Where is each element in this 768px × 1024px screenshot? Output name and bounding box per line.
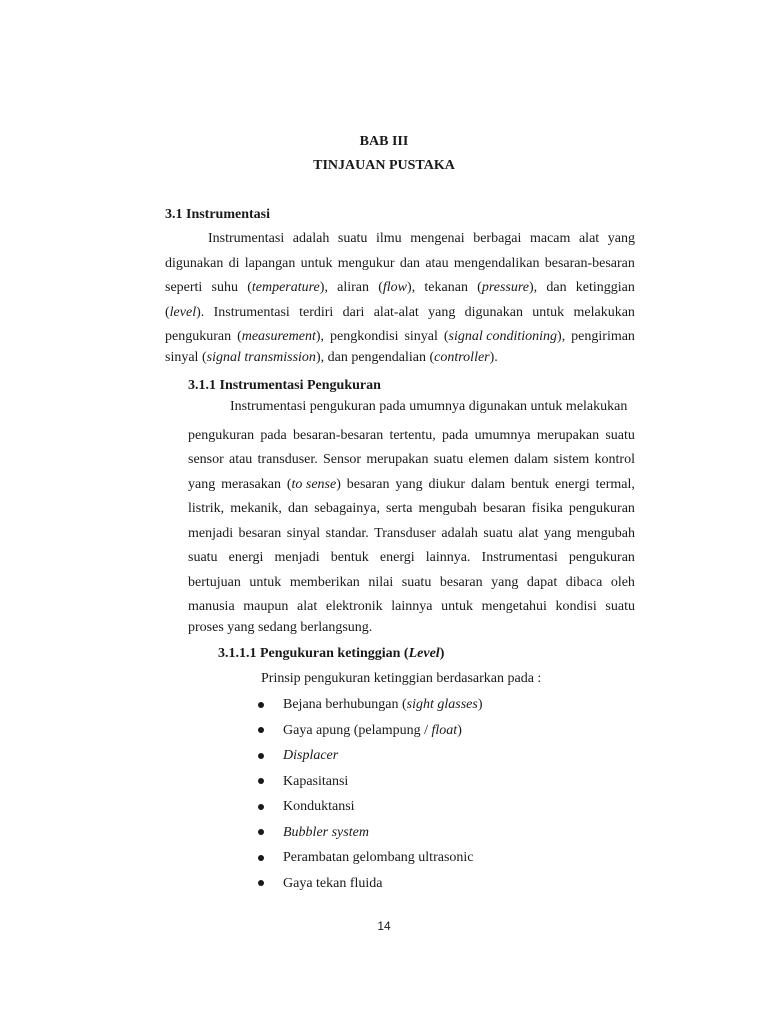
word: pengukuran: [188, 427, 255, 443]
word: adalah: [441, 525, 478, 541]
word: yang: [395, 476, 423, 492]
bullet-icon: [258, 702, 264, 708]
word: (temperature),: [247, 280, 328, 295]
word: (signal conditioning),: [443, 329, 566, 344]
heading-prefix: 3.1.1.1 Pengukuran ketinggian (: [218, 646, 409, 661]
word: sinyal: [404, 329, 438, 344]
word: di: [228, 255, 240, 271]
word: dan: [546, 280, 567, 295]
word: mekanik,: [230, 501, 282, 516]
word: dalam: [470, 476, 506, 492]
para-line: [188, 424, 635, 449]
section-3-1-heading: 3.1 Instrumentasi: [165, 207, 271, 222]
word: Instrumentasi: [208, 231, 285, 246]
word: nilai: [368, 574, 394, 590]
para-last-line: proses yang sedang berlangsung.: [188, 619, 373, 635]
word: termal,: [595, 476, 635, 492]
section-3-1-1-paragraph: [188, 399, 635, 644]
word: mengubah: [418, 501, 477, 516]
word: mengetahui: [481, 599, 547, 614]
word: merupakan: [366, 452, 429, 467]
list-item-text: Gaya tekan fluida: [283, 875, 383, 891]
word: suatu: [433, 452, 464, 467]
para-first-line: Instrumentasi pengukuran pada umumnya digunakan untuk melakukan: [230, 399, 628, 414]
word: yang: [491, 574, 519, 590]
word: bentuk: [330, 550, 369, 565]
para-line: [165, 325, 635, 350]
word: lapangan: [244, 255, 296, 271]
word: tekanan: [424, 280, 468, 295]
word: (level).: [165, 304, 205, 320]
word: serta: [386, 501, 413, 516]
bullet-icon: [258, 880, 264, 886]
word: dalam: [514, 452, 549, 467]
section-3-1-1-1-heading: [218, 646, 444, 662]
word: suatu: [605, 427, 635, 443]
measurement-principles-list: [258, 692, 482, 896]
word: suhu: [211, 280, 238, 295]
word: pengukuran: [568, 550, 635, 565]
bullet-icon: [258, 753, 264, 759]
para-line: [188, 522, 635, 547]
bullet-icon: [258, 778, 264, 784]
word: pengiriman: [571, 329, 635, 344]
word: menjadi: [274, 550, 320, 565]
para-line: [165, 252, 635, 277]
word: Instrumentasi: [213, 304, 290, 320]
chapter-label: BAB III: [359, 134, 409, 149]
word: digunakan: [464, 304, 523, 320]
word: (pressure),: [477, 280, 538, 295]
word: elemen: [468, 452, 509, 467]
word: besaran: [482, 501, 526, 516]
list-item-text: Kapasitansi: [283, 773, 349, 789]
bullet-icon: [258, 829, 264, 835]
bullet-icon: [258, 855, 264, 861]
word: umumnya: [474, 427, 531, 443]
word: atau: [425, 255, 449, 271]
word: Transduser: [374, 525, 436, 541]
list-item: [258, 845, 482, 871]
word: sebagainya,: [314, 501, 380, 516]
word: standar.: [325, 525, 369, 541]
word: besaran-besaran: [544, 255, 635, 271]
word: berbagai: [473, 231, 522, 246]
word: suatu: [337, 231, 368, 246]
word: digunakan: [165, 255, 224, 271]
word: Sensor: [322, 452, 362, 467]
word: merasakan: [221, 476, 281, 492]
word: bertujuan: [188, 574, 241, 590]
para-line: [165, 301, 635, 326]
word: aliran: [337, 280, 370, 295]
word: bentuk: [511, 476, 550, 492]
word: energi: [228, 550, 264, 565]
para-line: [188, 473, 635, 498]
word: yang: [544, 525, 572, 541]
word: (measurement),: [237, 329, 325, 344]
word: ketinggian: [575, 280, 635, 295]
word: (flow),: [378, 280, 416, 295]
list-item: [258, 871, 482, 897]
word: dapat: [526, 574, 558, 590]
word: kondisi: [555, 599, 597, 614]
word: mengenai: [410, 231, 465, 246]
list-item: [258, 718, 482, 744]
list-item-text: Konduktansi: [283, 799, 355, 814]
word: pengukuran: [165, 329, 232, 344]
word: besaran: [346, 476, 390, 492]
page-number: 14: [377, 919, 391, 933]
list-item: [258, 692, 482, 718]
word: untuk: [249, 574, 282, 590]
word: sensor: [188, 452, 224, 467]
list-item: [258, 820, 482, 846]
word: elektronik: [325, 599, 383, 614]
list-item: [258, 743, 482, 769]
para-line: [165, 276, 635, 301]
word: oleh: [610, 574, 635, 590]
word: dan: [287, 501, 309, 516]
word: fisika: [531, 501, 563, 516]
heading-suffix: ): [439, 646, 445, 661]
word: suatu: [401, 574, 432, 590]
word: merupakan: [536, 427, 600, 443]
word: suatu: [605, 599, 635, 614]
word: energi: [379, 550, 415, 565]
list-item-text: Bejana berhubungan (sight glasses): [283, 697, 483, 712]
word: sinyal: [286, 525, 321, 541]
word: energi: [555, 476, 590, 492]
word: maupun: [243, 599, 289, 614]
list-item-text: Gaya apung (pelampung / float): [283, 722, 462, 738]
list-item: [258, 794, 482, 820]
list-item-text: Perambatan gelombang ultrasonic: [283, 850, 474, 865]
word: dibaca: [565, 574, 603, 590]
word: kontrol: [594, 452, 635, 467]
word: adalah: [292, 231, 330, 246]
section-3-1-paragraph: [165, 227, 635, 374]
word: Instrumentasi: [481, 550, 558, 565]
word: besaran: [238, 525, 282, 541]
word: alat: [578, 231, 600, 246]
word: mengendalikan: [453, 255, 540, 271]
word: lainnya.: [425, 550, 471, 565]
para-line: [188, 448, 635, 473]
para-line: [188, 595, 635, 620]
bullet-icon: [258, 727, 264, 733]
word: mengubah: [576, 525, 635, 541]
word: pengkondisi: [330, 329, 399, 344]
para-line: [188, 571, 635, 596]
word: yang: [607, 231, 635, 246]
list-item: [258, 769, 482, 795]
word: terdiri: [299, 304, 334, 320]
word: besaran-besaran: [293, 427, 384, 443]
measurement-principles-intro: Prinsip pengukuran ketinggian berdasarkan pada :: [261, 671, 542, 686]
para-line: [188, 497, 635, 522]
word: pada: [260, 427, 287, 443]
word: manusia: [188, 599, 235, 614]
bullet-icon: [258, 804, 264, 810]
word: untuk: [441, 599, 473, 614]
word: suatu: [483, 525, 513, 541]
word: alat-alat: [373, 304, 419, 320]
word: macam: [529, 231, 571, 246]
para-line: [165, 227, 635, 252]
word: untuk: [300, 255, 333, 271]
word: listrik,: [188, 501, 225, 516]
word: alat: [297, 599, 318, 614]
word: memberikan: [289, 574, 360, 590]
word: menjadi: [188, 525, 234, 541]
word: tertentu,: [389, 427, 436, 443]
word: sistem: [553, 452, 590, 467]
heading-italic: Level: [408, 646, 440, 661]
chapter-title: TINJAUAN PUSTAKA: [313, 158, 455, 173]
word: dari: [342, 304, 365, 320]
word: pengukuran: [568, 501, 635, 516]
word: besaran: [439, 574, 483, 590]
list-item-text: Bubbler system: [283, 824, 369, 840]
word: suatu: [188, 550, 218, 565]
word: alat: [518, 525, 539, 541]
word: diukur: [428, 476, 466, 492]
word: seperti: [165, 280, 203, 295]
list-item-text: Displacer: [283, 748, 339, 763]
word: ilmu: [376, 231, 402, 246]
word: lainnya: [391, 599, 433, 614]
word: pada: [441, 427, 469, 443]
word: transduser.: [257, 452, 318, 467]
word: mengukur: [337, 255, 395, 271]
word: untuk: [532, 304, 565, 320]
para-last-line: sinyal (signal transmission), dan pengendalian (controller).: [165, 349, 498, 365]
para-line: [188, 546, 635, 571]
word: dan: [399, 255, 421, 271]
word: melakukan: [573, 304, 635, 320]
word: atau: [228, 452, 253, 467]
word: yang: [428, 304, 456, 320]
section-3-1-1-heading: 3.1.1 Instrumentasi Pengukuran: [188, 378, 381, 393]
word: yang: [188, 476, 216, 492]
word: (to sense): [286, 476, 341, 492]
